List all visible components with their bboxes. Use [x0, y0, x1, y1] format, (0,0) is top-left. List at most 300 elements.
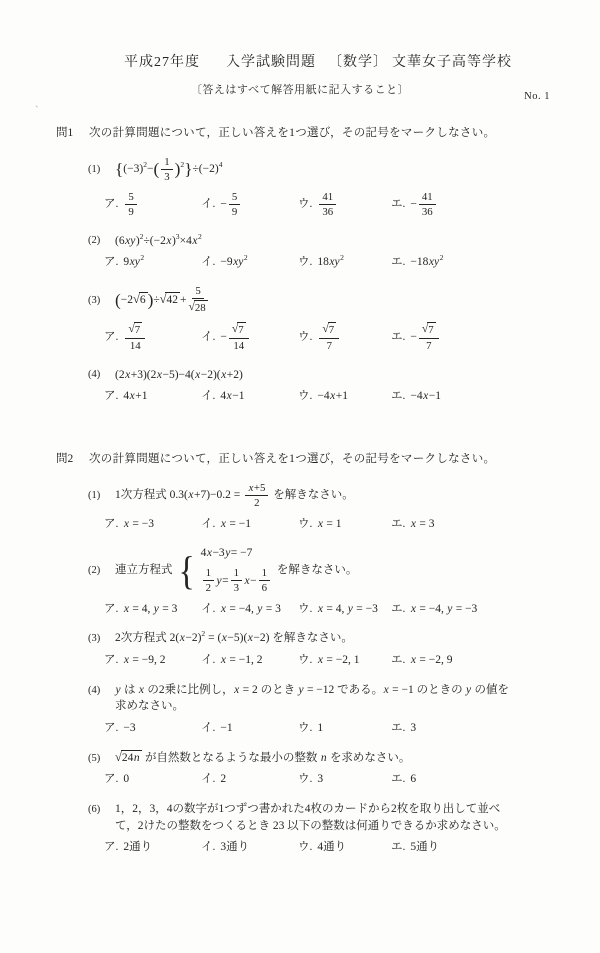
denominator: 3: [233, 582, 239, 595]
option-letter: エ.: [391, 722, 406, 735]
option-value: [317, 321, 341, 353]
exponent: 2: [439, 253, 444, 263]
math-variable: xy: [125, 234, 136, 247]
problem-number: (5): [88, 752, 101, 764]
exam-year: 平成27年度: [124, 55, 200, 70]
problem-row: [88, 284, 514, 316]
exam-subject: 〔数学〕: [328, 55, 388, 70]
answer-option: [104, 388, 201, 405]
bracket: ): [174, 160, 181, 180]
fraction: [419, 322, 439, 352]
math-variable: x: [123, 602, 129, 615]
option-value: 3: [410, 722, 417, 735]
math-variable: x: [206, 547, 212, 560]
option-value: x = 4, y = −3: [317, 602, 378, 615]
square-root: [322, 322, 336, 337]
problem-formula: 連立方程式 { 4 x −3 y = −7 $\frac{1}{2}$ y = $\frac{1}{3}$ x − $\frac{1}{6}$ を解きなさい。: [115, 547, 358, 595]
denominator: [188, 299, 207, 315]
square-root: [160, 292, 180, 308]
answer-option: [201, 254, 298, 271]
problem-formula: 2次方程式 $2(x-2)^2 = (x-5)(x-2)$ を解きなさい。: [115, 629, 353, 645]
numerator: [319, 322, 339, 339]
answer-option: [391, 771, 416, 788]
option-letter: ウ.: [298, 517, 313, 530]
exponent: 3: [175, 231, 180, 241]
radical-sign: √: [159, 292, 167, 307]
math-variable: x: [192, 234, 198, 247]
radical-sign: √: [115, 750, 122, 765]
bracket: ): [147, 290, 154, 310]
option-letter: ウ.: [298, 390, 313, 403]
answer-option: [104, 771, 201, 788]
exponent: 2: [201, 629, 206, 639]
system-equation: $\frac{1}{2}$ y = $\frac{1}{3}$ x − $\frac{1}{6}$: [201, 566, 272, 596]
option-value: 5通り: [410, 841, 440, 854]
exponent: 2: [143, 160, 147, 170]
option-letter: ウ.: [298, 198, 313, 211]
math-variable: x: [317, 654, 323, 667]
option-letter: イ.: [201, 722, 216, 735]
denominator: 36: [421, 206, 433, 219]
math-variable: x: [221, 368, 227, 381]
section-intro: 次の計算問題について，正しい答えを1つ選び，その記号をマークしなさい。: [89, 127, 496, 140]
math-variable: x: [410, 602, 416, 615]
section-mon1: [0, 125, 600, 405]
option-letter: ア.: [104, 602, 119, 615]
math-variable: x: [220, 517, 226, 530]
problem-row: [88, 629, 514, 647]
options-row: [104, 321, 600, 353]
option-letter: エ.: [391, 256, 406, 269]
option-value: − √ 7 14: [220, 321, 250, 353]
problem-number: (1): [88, 164, 101, 176]
math-variable: xy: [233, 256, 244, 269]
bracket: (: [153, 160, 160, 180]
math-variable: x: [226, 390, 232, 403]
answer-option: [298, 601, 391, 618]
option-letter: エ.: [391, 654, 406, 667]
fraction: [125, 191, 136, 219]
options-row: [104, 839, 600, 856]
fraction: [229, 191, 240, 219]
radicand: 24n: [121, 750, 142, 766]
options-row: [104, 190, 600, 220]
math-variable: x: [123, 517, 129, 530]
scan-artifact: ｀: [31, 105, 44, 118]
option-letter: ア.: [104, 654, 119, 667]
numerator: [229, 322, 249, 339]
radical-sign: √: [231, 322, 239, 336]
problem-row: [88, 155, 514, 185]
problem-number: (4): [88, 684, 101, 696]
option-value: x = −3: [123, 517, 154, 530]
option-letter: イ.: [201, 256, 216, 269]
options-row: [104, 388, 600, 405]
radicand: 28: [194, 302, 206, 315]
option-value: −4x−1: [410, 390, 441, 403]
option-letter: エ.: [391, 390, 406, 403]
option-value: 3: [317, 773, 324, 786]
radicand: 42: [166, 294, 178, 307]
option-letter: ア.: [104, 517, 119, 530]
radicand: 7: [134, 324, 141, 337]
problem-row: [88, 750, 514, 767]
answer-option: [391, 190, 438, 220]
numerator: 1: [203, 567, 214, 581]
answer-option: [298, 321, 391, 353]
option-letter: ア.: [104, 390, 119, 403]
option-letter: イ.: [201, 841, 216, 854]
section-heading: [56, 451, 600, 468]
answer-option: [391, 652, 452, 669]
exponent: 2: [340, 253, 344, 263]
answer-option: [391, 720, 416, 737]
option-letter: エ.: [391, 331, 406, 344]
numerator: 1: [259, 567, 270, 581]
exam-header: [124, 53, 512, 73]
problem-formula: 1，2，3，4の数字が1つずつ書かれた4枚のカードから2枚を取り出して並べて，2けたの整数をつくるとき 23 以下の整数は何通りできるか求めなさい。: [115, 803, 506, 832]
problem-row: [88, 682, 514, 715]
fraction: [419, 191, 436, 219]
radical-sign: √: [188, 300, 195, 314]
option-letter: イ.: [201, 654, 216, 667]
option-letter: エ.: [391, 198, 406, 211]
problem-number: (4): [88, 369, 101, 381]
numerator: x+5: [245, 482, 268, 496]
math-variable: y: [257, 602, 263, 615]
options-row: [104, 601, 600, 618]
answer-option: [104, 516, 201, 533]
answer-option: [298, 190, 391, 220]
problem-row: [88, 545, 514, 596]
numerator: [419, 322, 439, 339]
math-variable: y: [466, 683, 472, 696]
problem-row: [88, 367, 514, 384]
math-variable: x: [244, 574, 250, 587]
answer-option: [201, 652, 298, 669]
exponent: 2: [180, 160, 185, 170]
math-variable: xy: [129, 256, 140, 269]
option-letter: エ.: [391, 773, 406, 786]
option-value: x = −2, 9: [410, 654, 453, 667]
options-row: [104, 771, 600, 788]
answer-option: [201, 190, 298, 220]
fraction: [161, 156, 172, 184]
answer-option: [201, 771, 298, 788]
option-letter: ウ.: [298, 773, 313, 786]
option-value: 2: [220, 773, 227, 786]
option-letter: エ.: [391, 602, 406, 615]
radicand: 7: [238, 324, 244, 337]
math-variable: y: [115, 683, 121, 696]
math-variable: x: [156, 368, 162, 381]
fraction: [245, 482, 268, 510]
option-value: 4通り: [317, 841, 347, 854]
math-variable: x: [423, 390, 429, 403]
option-value: 1: [317, 722, 324, 735]
exponent: 2: [139, 231, 144, 241]
options-row: [104, 254, 600, 271]
answer-option: [104, 839, 201, 856]
denominator: 9: [128, 206, 134, 219]
numerator: 1: [231, 567, 242, 581]
numerator: 41: [419, 191, 436, 205]
fraction: [319, 322, 339, 352]
option-value: 2通り: [123, 841, 153, 854]
answer-option: [298, 839, 391, 856]
math-variable: xy: [428, 256, 440, 269]
option-letter: ウ.: [298, 654, 313, 667]
option-letter: イ.: [201, 198, 216, 211]
option-letter: エ.: [391, 841, 406, 854]
options-row: [104, 516, 600, 533]
numerator: 41: [319, 191, 336, 205]
option-letter: ア.: [104, 722, 119, 735]
option-value: −3: [123, 722, 136, 735]
problem-number: (1): [88, 490, 101, 502]
section-mon2: [0, 451, 600, 856]
answer-option: [201, 321, 298, 353]
square-root: [188, 300, 207, 315]
math-variable: n: [320, 751, 327, 764]
problem-formula: 1次方程式 0.3(x+7)−0.2 = $\frac{x+5}{2}$ を解きなさい。: [115, 481, 354, 510]
option-value: −1: [220, 722, 233, 735]
exponent: 2: [243, 253, 248, 263]
school-name: 文華女子高等学校: [392, 55, 512, 70]
radical-sign: √: [322, 322, 329, 336]
math-variable: y: [347, 602, 353, 615]
section-heading: [56, 125, 600, 142]
problem-number: (3): [88, 633, 101, 645]
option-letter: ア.: [104, 773, 119, 786]
option-letter: ウ.: [298, 841, 313, 854]
answer-option: [391, 516, 434, 533]
option-value: − $\frac{5}{9}$: [220, 190, 242, 220]
radicand: 7: [428, 324, 434, 337]
answer-option: [201, 516, 298, 533]
option-value: −4x+1: [317, 390, 348, 403]
option-value: $-18xy^2$: [410, 253, 444, 269]
math-variable: x: [247, 632, 253, 645]
math-variable: x: [220, 654, 226, 667]
option-letter: ア.: [104, 841, 119, 854]
numerator: 5: [192, 285, 203, 299]
answer-option: [391, 321, 441, 353]
answer-option: [104, 190, 201, 220]
math-variable: x: [383, 683, 389, 696]
section-label: 問2: [56, 453, 74, 466]
option-value: x = −4, y = −3: [410, 602, 478, 615]
denominator: 6: [261, 582, 268, 595]
answer-option: [201, 601, 298, 618]
option-letter: イ.: [201, 331, 216, 344]
problem-formula: $(6xy)^2\div(-2x)^3\times 4x^2$: [115, 231, 202, 247]
math-variable: x: [221, 632, 227, 645]
problem-formula: {$(-3)^2-$( $\frac{1}{3}$ )$^2\}\div(-2)^4$: [115, 155, 223, 184]
numerator: 5: [125, 191, 136, 205]
square-root: [115, 750, 142, 766]
option-value: $-9xy^2$: [220, 253, 248, 269]
square-root: [232, 322, 246, 337]
denominator: 7: [426, 340, 432, 353]
fraction: [203, 567, 214, 595]
answer-option: [298, 771, 391, 788]
option-letter: ア.: [104, 331, 119, 344]
math-variable: x: [138, 683, 144, 696]
option-value: 4x+1: [123, 390, 148, 403]
option-value: [123, 321, 147, 353]
answer-option: [104, 652, 201, 669]
answer-option: [298, 652, 391, 669]
problem-row: [88, 801, 514, 834]
option-value: 6: [410, 773, 417, 786]
denominator: 9: [231, 206, 238, 219]
option-value: 0: [123, 773, 130, 786]
problem-formula: √ 24n が自然数となるような最小の整数 n を求めなさい。: [115, 750, 411, 765]
option-value: x = 1: [317, 517, 342, 530]
answer-option: [391, 254, 443, 271]
section-label: 問1: [56, 127, 74, 140]
exam-paper-page: [0, 53, 600, 953]
option-letter: イ.: [201, 602, 216, 615]
numerator: 5: [229, 191, 240, 205]
math-variable: x: [234, 683, 240, 696]
fraction: [231, 567, 242, 595]
answer-option: [298, 516, 391, 533]
radical-sign: √: [133, 292, 140, 307]
square-root: [128, 322, 142, 337]
bracket: (: [115, 290, 121, 310]
math-variable: x: [195, 368, 201, 381]
radical-sign: √: [421, 322, 429, 336]
option-letter: エ.: [391, 517, 406, 530]
numerator: [125, 322, 145, 339]
problem-number: (2): [88, 564, 101, 576]
problem-number: (2): [88, 235, 101, 247]
option-value: [123, 190, 138, 220]
math-variable: x: [317, 517, 323, 530]
denominator: 2: [205, 582, 211, 595]
option-value: x = −1, 2: [220, 654, 263, 667]
options-row: [104, 652, 600, 669]
math-variable: y: [216, 574, 222, 587]
fraction: [125, 322, 145, 352]
problem-number: (6): [88, 803, 101, 815]
math-variable: x: [123, 654, 129, 667]
answer-option: [391, 601, 477, 618]
math-variable: y: [225, 547, 231, 560]
denominator: 7: [326, 340, 332, 353]
option-letter: ウ.: [298, 602, 313, 615]
numerator: 1: [161, 156, 172, 170]
answer-option: [298, 388, 391, 405]
problem-formula: y は x の2乗に比例し，x = 2 のとき y = −12 である。x = −1 のときの y の値を求めなさい。: [115, 683, 509, 713]
option-value: 4x−1: [220, 390, 245, 403]
answer-option: [104, 601, 201, 618]
fraction: [319, 191, 336, 219]
math-variable: x: [188, 489, 194, 502]
system-equation: 4 x −3 y = −7: [201, 545, 253, 562]
problem-formula: (−2 √ 6 )÷ √ 42 + 5 √ 28: [115, 284, 206, 315]
math-variable: x: [410, 654, 416, 667]
radical-sign: √: [128, 322, 135, 336]
option-value: [317, 190, 338, 220]
answer-option: [104, 254, 201, 271]
math-variable: x: [410, 517, 416, 530]
answer-option: [298, 254, 391, 271]
option-value: x = −4, y = 3: [220, 602, 281, 615]
answer-option: [201, 839, 298, 856]
option-letter: ウ.: [298, 722, 313, 735]
option-value: x = −1: [220, 517, 251, 530]
bracket: {: [115, 160, 124, 180]
square-root: [422, 322, 436, 337]
option-letter: ア.: [104, 198, 119, 211]
option-value: $9xy^2$: [123, 253, 145, 269]
exponent: 2: [140, 253, 145, 263]
option-value: $18xy^2$: [317, 253, 344, 269]
equation-system: [177, 545, 272, 596]
options-row: [104, 720, 600, 737]
math-variable: xy: [329, 256, 340, 269]
denominator: 3: [164, 171, 170, 184]
option-value: − $\frac{41}{36}$: [410, 190, 437, 220]
math-variable: x: [248, 481, 254, 494]
math-variable: x: [166, 234, 172, 247]
denominator: 14: [233, 340, 245, 353]
option-value: x = 4, y = 3: [123, 602, 178, 615]
problem-formula: (2x+3)(2x−5)−4(x−2)(x+2): [115, 368, 243, 381]
exponent: 4: [218, 160, 223, 170]
option-letter: イ.: [201, 390, 216, 403]
math-variable: x: [220, 602, 226, 615]
system-equations: [201, 545, 272, 596]
math-variable: x: [179, 632, 185, 645]
answer-option: [104, 321, 201, 353]
answer-option: [391, 839, 439, 856]
option-value: x = 3: [410, 517, 435, 530]
answer-option: [104, 720, 201, 737]
option-letter: ウ.: [298, 331, 313, 344]
answer-option: [391, 388, 441, 405]
math-variable: x: [317, 602, 323, 615]
answer-option: [298, 720, 391, 737]
fraction: [229, 322, 249, 352]
math-variable: x: [330, 390, 336, 403]
answer-option: [201, 720, 298, 737]
answer-instruction: 〔答えはすべて解答用紙に記入すること〕: [190, 84, 410, 97]
math-variable: y: [447, 602, 453, 615]
bracket: }: [184, 160, 193, 180]
problem-row: [88, 481, 514, 511]
option-letter: イ.: [201, 517, 216, 530]
problem-row: [88, 231, 514, 250]
option-letter: ウ.: [298, 256, 313, 269]
option-letter: イ.: [201, 773, 216, 786]
option-value: 3通り: [220, 841, 250, 854]
math-variable: y: [298, 683, 304, 696]
fraction: [259, 567, 270, 595]
radicand: 6: [139, 294, 146, 307]
option-letter: ア.: [104, 256, 119, 269]
fraction: [188, 285, 207, 315]
exam-body: [0, 125, 600, 856]
radicand: 7: [328, 324, 335, 337]
option-value: − √ 7 7: [410, 321, 440, 353]
option-value: x = −2, 1: [317, 654, 360, 667]
math-variable: n: [133, 752, 140, 765]
denominator: 14: [129, 340, 141, 353]
